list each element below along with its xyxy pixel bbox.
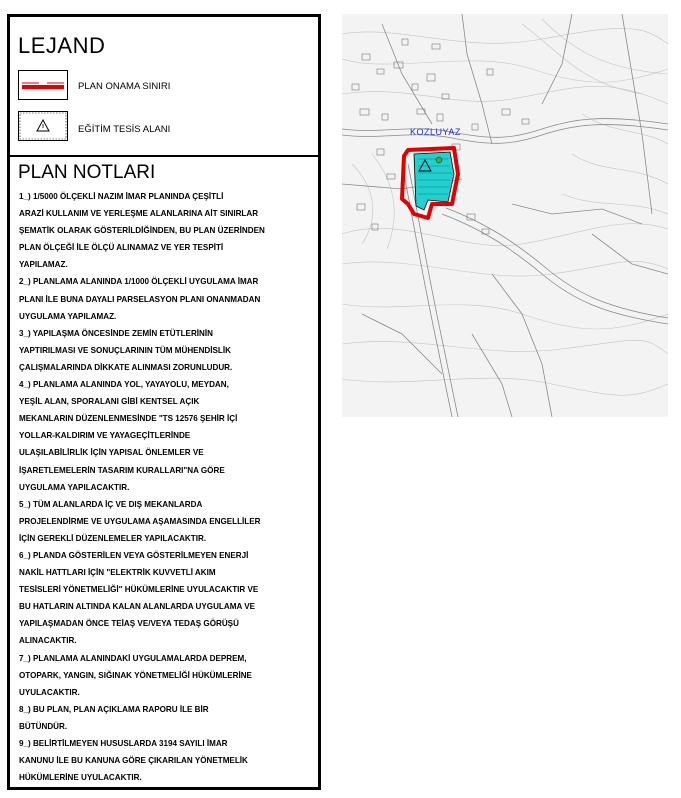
plan-note-1: 1_) 1/5000 ÖLÇEKLİ NAZIM İMAR PLANINDA ÇEŞİTLİ ARAZİ KULLANIM VE YERLEŞME ALANLARINA AİT SINIRLAR ŞEMATİK OLARAK GÖSTERİLDİĞİNDEN, BU PLAN ÜZERİNDEN PLAN ÖLÇEĞİ İLE ÖLÇÜ ALINAMAZ VE YER TESPİTİ YAPILAMAZ. bbox=[19, 192, 265, 270]
triangle-symbol-icon bbox=[19, 112, 67, 140]
red-dashed-boundary-line-icon bbox=[19, 71, 67, 99]
plan-note-4: 4_) PLANLAMA ALANINDA YOL, YAYAYOLU, MEYDAN, YEŞİL ALAN, SPORALANI GİBİ KENTSEL AÇIK MEKANLARIN DÜZENLENMESİNDE "TS 12576 ŞEHİR İÇİ YOLLAR-KALDIRIM VE YAYAGEÇİTLERİNDE ULAŞILABİLİRLİK İÇİN YAPISAL ÖNLEMLER VE İŞARETLEMELERİN TASARIM KURALLARI"NA GÖRE UYGULAMA YAPILACAKTIR. bbox=[19, 380, 238, 492]
legend-divider bbox=[10, 155, 318, 157]
plan-note-3: 3_) YAPILAŞMA ÖNCESİNDE ZEMİN ETÜTLERİNİN YAPTIRILMASI VE SONUÇLARININ TÜM MÜHENDİSLİK ÇALIŞMALARINDA DİKKATE ALINMASI ZORUNLUDUR. bbox=[19, 328, 233, 372]
plan-note-2: 2_) PLANLAMA ALANINDA 1/1000 ÖLÇEKLİ UYGULAMA İMAR PLANI İLE BUNA DAYALI PARSELASYON PLANI ONANMADAN UYGULAMA YAPILAMAZ. bbox=[19, 277, 261, 321]
notes-title: PLAN NOTLARI bbox=[18, 162, 156, 183]
education-area-swatch bbox=[18, 111, 68, 141]
plan-note-9: 9_) BELİRTİLMEYEN HUSUSLARDA 3194 SAYILI İMAR KANUNU İLE BU KANUNA GÖRE ÇIKARILAN YÖNETMELİK HÜKÜMLERİNE UYULACAKTIR. bbox=[19, 739, 248, 783]
legend-title: LEJAND bbox=[18, 33, 106, 58]
plan-boundary-swatch bbox=[18, 70, 68, 100]
plan-note-6: 6_) PLANDA GÖSTERİLEN VEYA GÖSTERİLMEYEN ENERJİ NAKİL HATTLARI İÇİN "ELEKTRİK KUVVETLİ AKIM TESİSLERİ YÖNETMELİĞİ" HÜKÜMLERİNE UYULACAKTIR VE BU HATLARIN ALTINDA KALAN ALANLARDA UYGULAMA VE YAPILAŞMADAN ÖNCE TEİAŞ VE/VEYA TEDAŞ GÖRÜŞÜ ALINACAKTIR. bbox=[19, 550, 259, 646]
plan-note-5: 5_) TÜM ALANLARDA İÇ VE DIŞ MEKANLARDA PROJELENDİRME VE UYGULAMA AŞAMASINDA ENGELLİLER İÇİN GEREKLİ DÜZENLEMELER YAPILACAKTIR. bbox=[19, 499, 261, 543]
plan-note-7: 7_) PLANLAMA ALANINDAKİ UYGULAMALARDA DEPREM, OTOPARK, YANGIN, SIĞINAK YÖNETMELİĞİ HÜKÜMLERİNE UYULACAKTIR. bbox=[19, 653, 252, 697]
plan-note-8: 8_) BU PLAN, PLAN AÇIKLAMA RAPORU İLE BİR BÜTÜNDÜR. bbox=[19, 704, 209, 731]
map-place-label: KOZLUYAZ bbox=[410, 127, 461, 137]
legend-label-plan-boundary: PLAN ONAMA SINIRI bbox=[78, 81, 171, 92]
base-map-svg bbox=[342, 14, 668, 417]
site-map bbox=[342, 14, 668, 417]
legend-panel bbox=[7, 14, 321, 790]
legend-label-education-area: EĞİTİM TESİS ALANI bbox=[78, 124, 171, 135]
plan-notes-list bbox=[19, 188, 311, 786]
